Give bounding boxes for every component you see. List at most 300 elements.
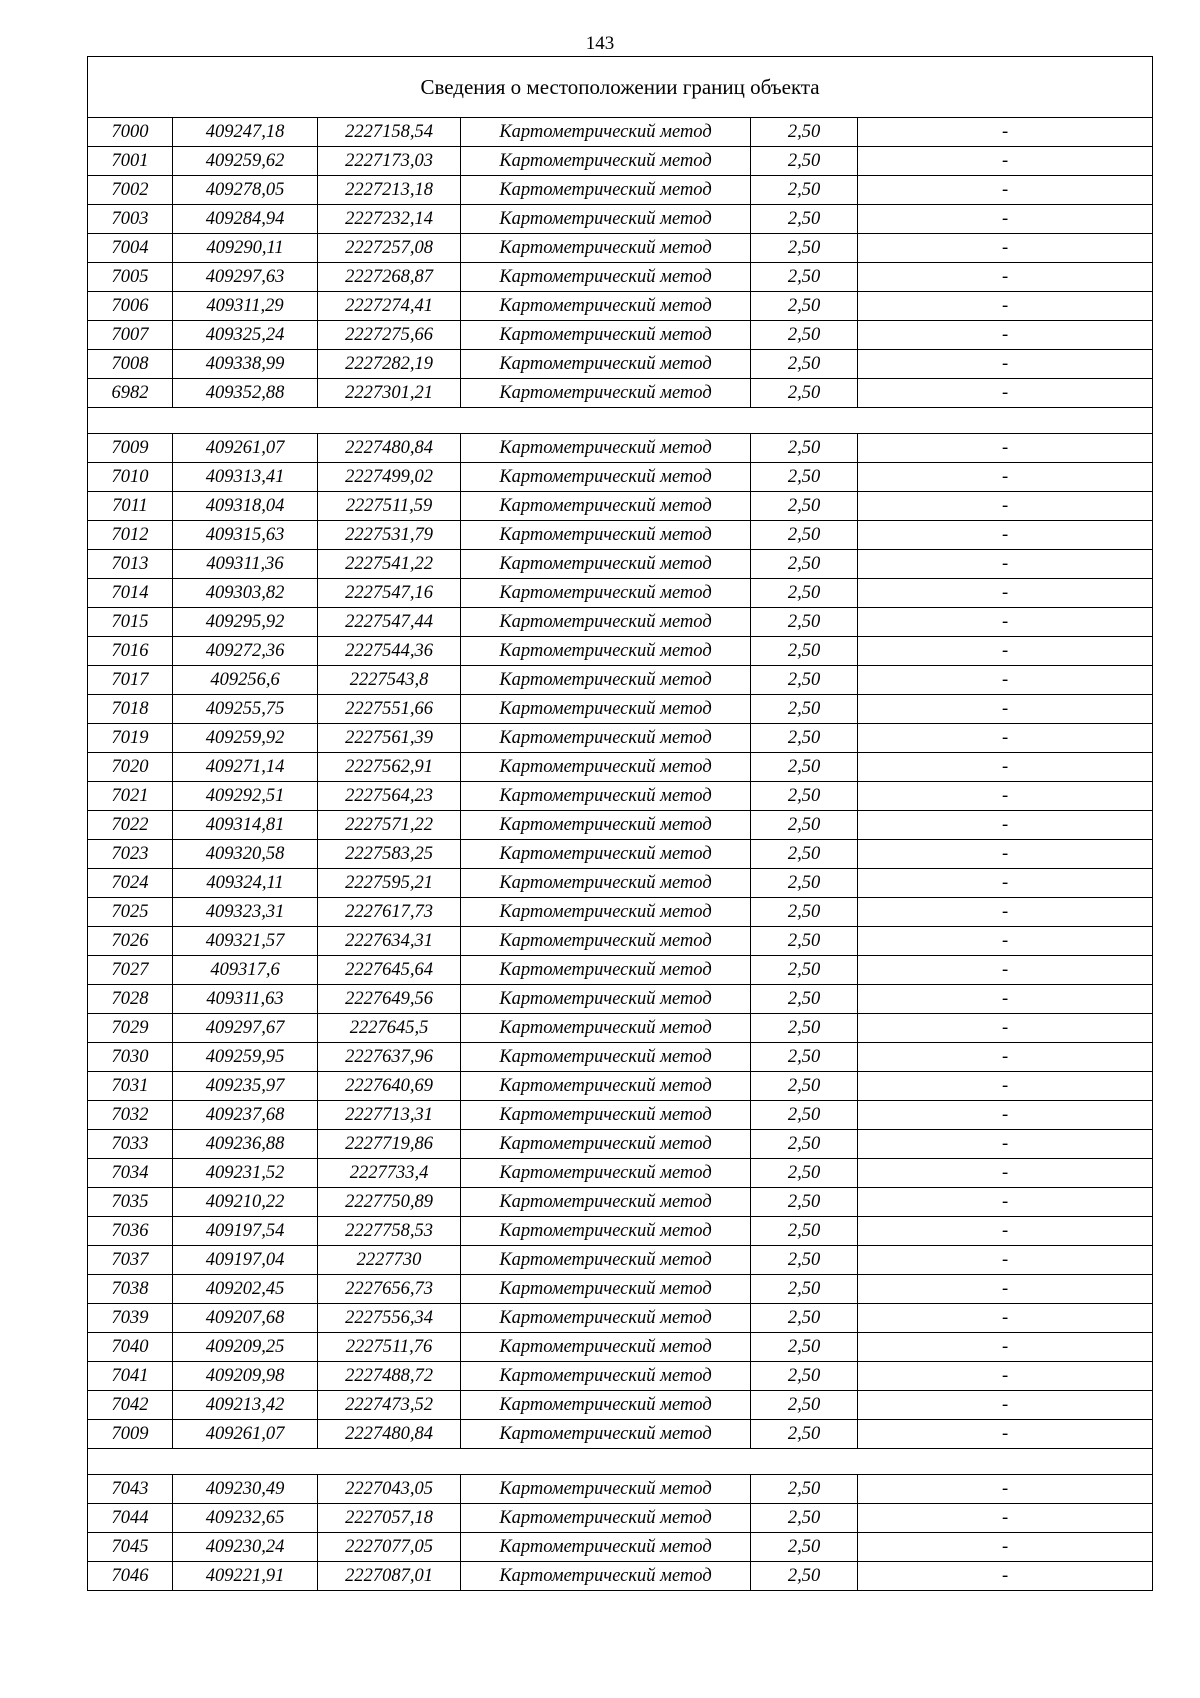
accuracy-cell: 2,50 [751, 1475, 858, 1504]
table-row [88, 1217, 1153, 1246]
table-row [88, 292, 1153, 321]
y-coordinate-cell: 2227719,86 [318, 1130, 461, 1159]
x-coordinate-cell: 409207,68 [173, 1304, 318, 1333]
method-cell: Картометрический метод [461, 695, 751, 724]
x-coordinate-cell: 409259,92 [173, 724, 318, 753]
method-cell: Картометрический метод [461, 350, 751, 379]
description-cell: - [858, 1504, 1153, 1533]
method-cell: Картометрический метод [461, 434, 751, 463]
y-coordinate-cell: 2227556,34 [318, 1304, 461, 1333]
y-coordinate-cell: 2227547,44 [318, 608, 461, 637]
method-cell: Картометрический метод [461, 205, 751, 234]
point-number-cell: 7013 [88, 550, 173, 579]
x-coordinate-cell: 409256,6 [173, 666, 318, 695]
description-cell: - [858, 666, 1153, 695]
accuracy-cell: 2,50 [751, 811, 858, 840]
table-row [88, 1159, 1153, 1188]
accuracy-cell: 2,50 [751, 840, 858, 869]
description-cell: - [858, 1130, 1153, 1159]
x-coordinate-cell: 409324,11 [173, 869, 318, 898]
method-cell: Картометрический метод [461, 1246, 751, 1275]
method-cell: Картометрический метод [461, 1333, 751, 1362]
point-number-cell: 7021 [88, 782, 173, 811]
description-cell: - [858, 1043, 1153, 1072]
y-coordinate-cell: 2227564,23 [318, 782, 461, 811]
method-cell: Картометрический метод [461, 492, 751, 521]
table-row [88, 782, 1153, 811]
table-body [88, 57, 1153, 1591]
x-coordinate-cell: 409321,57 [173, 927, 318, 956]
method-cell: Картометрический метод [461, 898, 751, 927]
accuracy-cell: 2,50 [751, 1101, 858, 1130]
method-cell: Картометрический метод [461, 1304, 751, 1333]
table-row [88, 1101, 1153, 1130]
y-coordinate-cell: 2227543,8 [318, 666, 461, 695]
method-cell: Картометрический метод [461, 176, 751, 205]
table-row [88, 463, 1153, 492]
x-coordinate-cell: 409261,07 [173, 434, 318, 463]
method-cell: Картометрический метод [461, 579, 751, 608]
table-row [88, 985, 1153, 1014]
accuracy-cell: 2,50 [751, 869, 858, 898]
description-cell: - [858, 1562, 1153, 1591]
table-row [88, 1362, 1153, 1391]
x-coordinate-cell: 409235,97 [173, 1072, 318, 1101]
point-number-cell: 7046 [88, 1562, 173, 1591]
method-cell: Картометрический метод [461, 118, 751, 147]
x-coordinate-cell: 409247,18 [173, 118, 318, 147]
table-title-row [88, 57, 1153, 118]
x-coordinate-cell: 409284,94 [173, 205, 318, 234]
method-cell: Картометрический метод [461, 782, 751, 811]
x-coordinate-cell: 409292,51 [173, 782, 318, 811]
accuracy-cell: 2,50 [751, 927, 858, 956]
y-coordinate-cell: 2227656,73 [318, 1275, 461, 1304]
x-coordinate-cell: 409315,63 [173, 521, 318, 550]
method-cell: Картометрический метод [461, 292, 751, 321]
method-cell: Картометрический метод [461, 1533, 751, 1562]
description-cell: - [858, 205, 1153, 234]
description-cell: - [858, 724, 1153, 753]
point-number-cell: 7030 [88, 1043, 173, 1072]
point-number-cell: 7033 [88, 1130, 173, 1159]
y-coordinate-cell: 2227750,89 [318, 1188, 461, 1217]
description-cell: - [858, 1533, 1153, 1562]
method-cell: Картометрический метод [461, 840, 751, 869]
contour-separator-cell [88, 1449, 1153, 1475]
y-coordinate-cell: 2227645,5 [318, 1014, 461, 1043]
x-coordinate-cell: 409278,05 [173, 176, 318, 205]
description-cell: - [858, 1072, 1153, 1101]
y-coordinate-cell: 2227257,08 [318, 234, 461, 263]
accuracy-cell: 2,50 [751, 463, 858, 492]
accuracy-cell: 2,50 [751, 1362, 858, 1391]
table-row [88, 753, 1153, 782]
point-number-cell: 7002 [88, 176, 173, 205]
table-row [88, 1420, 1153, 1449]
description-cell: - [858, 1188, 1153, 1217]
method-cell: Картометрический метод [461, 724, 751, 753]
y-coordinate-cell: 2227713,31 [318, 1101, 461, 1130]
point-number-cell: 7010 [88, 463, 173, 492]
x-coordinate-cell: 409209,25 [173, 1333, 318, 1362]
method-cell: Картометрический метод [461, 1562, 751, 1591]
table-row [88, 1304, 1153, 1333]
method-cell: Картометрический метод [461, 263, 751, 292]
y-coordinate-cell: 2227077,05 [318, 1533, 461, 1562]
point-number-cell: 7020 [88, 753, 173, 782]
y-coordinate-cell: 2227488,72 [318, 1362, 461, 1391]
y-coordinate-cell: 2227733,4 [318, 1159, 461, 1188]
table-row [88, 1043, 1153, 1072]
table-row [88, 1475, 1153, 1504]
y-coordinate-cell: 2227232,14 [318, 205, 461, 234]
x-coordinate-cell: 409311,29 [173, 292, 318, 321]
x-coordinate-cell: 409259,95 [173, 1043, 318, 1072]
description-cell: - [858, 176, 1153, 205]
table-row [88, 521, 1153, 550]
point-number-cell: 7016 [88, 637, 173, 666]
point-number-cell: 7003 [88, 205, 173, 234]
point-number-cell: 7011 [88, 492, 173, 521]
point-number-cell: 7026 [88, 927, 173, 956]
description-cell: - [858, 579, 1153, 608]
method-cell: Картометрический метод [461, 608, 751, 637]
table-row [88, 1130, 1153, 1159]
method-cell: Картометрический метод [461, 1391, 751, 1420]
point-number-cell: 7039 [88, 1304, 173, 1333]
description-cell: - [858, 1304, 1153, 1333]
y-coordinate-cell: 2227758,53 [318, 1217, 461, 1246]
method-cell: Картометрический метод [461, 550, 751, 579]
x-coordinate-cell: 409209,98 [173, 1362, 318, 1391]
x-coordinate-cell: 409318,04 [173, 492, 318, 521]
y-coordinate-cell: 2227268,87 [318, 263, 461, 292]
accuracy-cell: 2,50 [751, 492, 858, 521]
table-row [88, 147, 1153, 176]
accuracy-cell: 2,50 [751, 1014, 858, 1043]
table-row [88, 1533, 1153, 1562]
point-number-cell: 7036 [88, 1217, 173, 1246]
description-cell: - [858, 550, 1153, 579]
x-coordinate-cell: 409314,81 [173, 811, 318, 840]
description-cell: - [858, 118, 1153, 147]
point-number-cell: 7005 [88, 263, 173, 292]
method-cell: Картометрический метод [461, 1043, 751, 1072]
table-row [88, 1333, 1153, 1362]
y-coordinate-cell: 2227087,01 [318, 1562, 461, 1591]
method-cell: Картометрический метод [461, 463, 751, 492]
method-cell: Картометрический метод [461, 985, 751, 1014]
table-row [88, 579, 1153, 608]
table-row [88, 898, 1153, 927]
y-coordinate-cell: 2227301,21 [318, 379, 461, 408]
point-number-cell: 7025 [88, 898, 173, 927]
table-row [88, 637, 1153, 666]
method-cell: Картометрический метод [461, 521, 751, 550]
description-cell: - [858, 492, 1153, 521]
point-number-cell: 6982 [88, 379, 173, 408]
description-cell: - [858, 608, 1153, 637]
y-coordinate-cell: 2227158,54 [318, 118, 461, 147]
point-number-cell: 7024 [88, 869, 173, 898]
description-cell: - [858, 811, 1153, 840]
table-row [88, 434, 1153, 463]
method-cell: Картометрический метод [461, 147, 751, 176]
table-title: Сведения о местоположении границ объекта [88, 57, 1153, 118]
x-coordinate-cell: 409231,52 [173, 1159, 318, 1188]
boundary-coordinates-table [87, 56, 1153, 1591]
accuracy-cell: 2,50 [751, 1275, 858, 1304]
table-row [88, 869, 1153, 898]
accuracy-cell: 2,50 [751, 205, 858, 234]
y-coordinate-cell: 2227571,22 [318, 811, 461, 840]
method-cell: Картометрический метод [461, 927, 751, 956]
point-number-cell: 7041 [88, 1362, 173, 1391]
y-coordinate-cell: 2227595,21 [318, 869, 461, 898]
description-cell: - [858, 234, 1153, 263]
x-coordinate-cell: 409297,67 [173, 1014, 318, 1043]
y-coordinate-cell: 2227547,16 [318, 579, 461, 608]
point-number-cell: 7028 [88, 985, 173, 1014]
accuracy-cell: 2,50 [751, 753, 858, 782]
accuracy-cell: 2,50 [751, 350, 858, 379]
point-number-cell: 7000 [88, 118, 173, 147]
y-coordinate-cell: 2227511,76 [318, 1333, 461, 1362]
x-coordinate-cell: 409230,24 [173, 1533, 318, 1562]
point-number-cell: 7040 [88, 1333, 173, 1362]
table-row [88, 1188, 1153, 1217]
x-coordinate-cell: 409290,11 [173, 234, 318, 263]
method-cell: Картометрический метод [461, 1072, 751, 1101]
accuracy-cell: 2,50 [751, 1533, 858, 1562]
method-cell: Картометрический метод [461, 1362, 751, 1391]
contour-separator-row [88, 408, 1153, 434]
description-cell: - [858, 637, 1153, 666]
description-cell: - [858, 927, 1153, 956]
point-number-cell: 7019 [88, 724, 173, 753]
y-coordinate-cell: 2227213,18 [318, 176, 461, 205]
table-row [88, 1391, 1153, 1420]
y-coordinate-cell: 2227473,52 [318, 1391, 461, 1420]
accuracy-cell: 2,50 [751, 956, 858, 985]
y-coordinate-cell: 2227480,84 [318, 1420, 461, 1449]
description-cell: - [858, 1217, 1153, 1246]
description-cell: - [858, 898, 1153, 927]
y-coordinate-cell: 2227583,25 [318, 840, 461, 869]
y-coordinate-cell: 2227637,96 [318, 1043, 461, 1072]
y-coordinate-cell: 2227730 [318, 1246, 461, 1275]
method-cell: Картометрический метод [461, 753, 751, 782]
table-row [88, 666, 1153, 695]
description-cell: - [858, 1101, 1153, 1130]
y-coordinate-cell: 2227551,66 [318, 695, 461, 724]
accuracy-cell: 2,50 [751, 985, 858, 1014]
accuracy-cell: 2,50 [751, 1246, 858, 1275]
description-cell: - [858, 1159, 1153, 1188]
accuracy-cell: 2,50 [751, 1130, 858, 1159]
accuracy-cell: 2,50 [751, 379, 858, 408]
y-coordinate-cell: 2227057,18 [318, 1504, 461, 1533]
point-number-cell: 7027 [88, 956, 173, 985]
x-coordinate-cell: 409317,6 [173, 956, 318, 985]
x-coordinate-cell: 409311,36 [173, 550, 318, 579]
table-row [88, 1275, 1153, 1304]
method-cell: Картометрический метод [461, 869, 751, 898]
table-row [88, 263, 1153, 292]
point-number-cell: 7009 [88, 1420, 173, 1449]
accuracy-cell: 2,50 [751, 234, 858, 263]
method-cell: Картометрический метод [461, 1275, 751, 1304]
point-number-cell: 7015 [88, 608, 173, 637]
accuracy-cell: 2,50 [751, 608, 858, 637]
description-cell: - [858, 840, 1153, 869]
description-cell: - [858, 695, 1153, 724]
accuracy-cell: 2,50 [751, 118, 858, 147]
y-coordinate-cell: 2227640,69 [318, 1072, 461, 1101]
table-row [88, 695, 1153, 724]
x-coordinate-cell: 409210,22 [173, 1188, 318, 1217]
y-coordinate-cell: 2227617,73 [318, 898, 461, 927]
table-row [88, 1246, 1153, 1275]
description-cell: - [858, 292, 1153, 321]
table-row [88, 1504, 1153, 1533]
description-cell: - [858, 263, 1153, 292]
x-coordinate-cell: 409255,75 [173, 695, 318, 724]
x-coordinate-cell: 409313,41 [173, 463, 318, 492]
point-number-cell: 7023 [88, 840, 173, 869]
description-cell: - [858, 985, 1153, 1014]
point-number-cell: 7037 [88, 1246, 173, 1275]
page-number: 143 [585, 33, 615, 54]
accuracy-cell: 2,50 [751, 1304, 858, 1333]
accuracy-cell: 2,50 [751, 292, 858, 321]
x-coordinate-cell: 409259,62 [173, 147, 318, 176]
point-number-cell: 7018 [88, 695, 173, 724]
y-coordinate-cell: 2227562,91 [318, 753, 461, 782]
accuracy-cell: 2,50 [751, 1562, 858, 1591]
method-cell: Картометрический метод [461, 234, 751, 263]
y-coordinate-cell: 2227173,03 [318, 147, 461, 176]
y-coordinate-cell: 2227282,19 [318, 350, 461, 379]
method-cell: Картометрический метод [461, 1130, 751, 1159]
method-cell: Картометрический метод [461, 1504, 751, 1533]
point-number-cell: 7042 [88, 1391, 173, 1420]
accuracy-cell: 2,50 [751, 1504, 858, 1533]
x-coordinate-cell: 409271,14 [173, 753, 318, 782]
accuracy-cell: 2,50 [751, 724, 858, 753]
table-row [88, 234, 1153, 263]
method-cell: Картометрический метод [461, 379, 751, 408]
description-cell: - [858, 521, 1153, 550]
description-cell: - [858, 956, 1153, 985]
method-cell: Картометрический метод [461, 321, 751, 350]
accuracy-cell: 2,50 [751, 898, 858, 927]
table-row [88, 1562, 1153, 1591]
accuracy-cell: 2,50 [751, 1072, 858, 1101]
point-number-cell: 7022 [88, 811, 173, 840]
table-row [88, 724, 1153, 753]
table-row [88, 956, 1153, 985]
description-cell: - [858, 782, 1153, 811]
y-coordinate-cell: 2227544,36 [318, 637, 461, 666]
point-number-cell: 7004 [88, 234, 173, 263]
point-number-cell: 7031 [88, 1072, 173, 1101]
accuracy-cell: 2,50 [751, 521, 858, 550]
y-coordinate-cell: 2227561,39 [318, 724, 461, 753]
x-coordinate-cell: 409213,42 [173, 1391, 318, 1420]
x-coordinate-cell: 409338,99 [173, 350, 318, 379]
point-number-cell: 7035 [88, 1188, 173, 1217]
description-cell: - [858, 1246, 1153, 1275]
description-cell: - [858, 434, 1153, 463]
description-cell: - [858, 147, 1153, 176]
accuracy-cell: 2,50 [751, 666, 858, 695]
point-number-cell: 7001 [88, 147, 173, 176]
contour-separator-cell [88, 408, 1153, 434]
point-number-cell: 7029 [88, 1014, 173, 1043]
accuracy-cell: 2,50 [751, 147, 858, 176]
table-row [88, 608, 1153, 637]
x-coordinate-cell: 409311,63 [173, 985, 318, 1014]
y-coordinate-cell: 2227043,05 [318, 1475, 461, 1504]
table-row [88, 840, 1153, 869]
y-coordinate-cell: 2227541,22 [318, 550, 461, 579]
method-cell: Картометрический метод [461, 1159, 751, 1188]
accuracy-cell: 2,50 [751, 176, 858, 205]
x-coordinate-cell: 409237,68 [173, 1101, 318, 1130]
x-coordinate-cell: 409323,31 [173, 898, 318, 927]
description-cell: - [858, 321, 1153, 350]
x-coordinate-cell: 409202,45 [173, 1275, 318, 1304]
method-cell: Картометрический метод [461, 1188, 751, 1217]
y-coordinate-cell: 2227275,66 [318, 321, 461, 350]
x-coordinate-cell: 409197,54 [173, 1217, 318, 1246]
x-coordinate-cell: 409352,88 [173, 379, 318, 408]
method-cell: Картометрический метод [461, 1101, 751, 1130]
x-coordinate-cell: 409261,07 [173, 1420, 318, 1449]
method-cell: Картометрический метод [461, 1475, 751, 1504]
table-row [88, 350, 1153, 379]
x-coordinate-cell: 409325,24 [173, 321, 318, 350]
x-coordinate-cell: 409230,49 [173, 1475, 318, 1504]
point-number-cell: 7017 [88, 666, 173, 695]
accuracy-cell: 2,50 [751, 434, 858, 463]
y-coordinate-cell: 2227649,56 [318, 985, 461, 1014]
point-number-cell: 7009 [88, 434, 173, 463]
accuracy-cell: 2,50 [751, 579, 858, 608]
point-number-cell: 7034 [88, 1159, 173, 1188]
table-row [88, 811, 1153, 840]
point-number-cell: 7014 [88, 579, 173, 608]
description-cell: - [858, 463, 1153, 492]
x-coordinate-cell: 409221,91 [173, 1562, 318, 1591]
accuracy-cell: 2,50 [751, 321, 858, 350]
description-cell: - [858, 869, 1153, 898]
table-row [88, 550, 1153, 579]
y-coordinate-cell: 2227511,59 [318, 492, 461, 521]
accuracy-cell: 2,50 [751, 1391, 858, 1420]
y-coordinate-cell: 2227274,41 [318, 292, 461, 321]
accuracy-cell: 2,50 [751, 782, 858, 811]
description-cell: - [858, 1014, 1153, 1043]
x-coordinate-cell: 409272,36 [173, 637, 318, 666]
x-coordinate-cell: 409303,82 [173, 579, 318, 608]
description-cell: - [858, 753, 1153, 782]
point-number-cell: 7032 [88, 1101, 173, 1130]
method-cell: Картометрический метод [461, 1014, 751, 1043]
description-cell: - [858, 350, 1153, 379]
